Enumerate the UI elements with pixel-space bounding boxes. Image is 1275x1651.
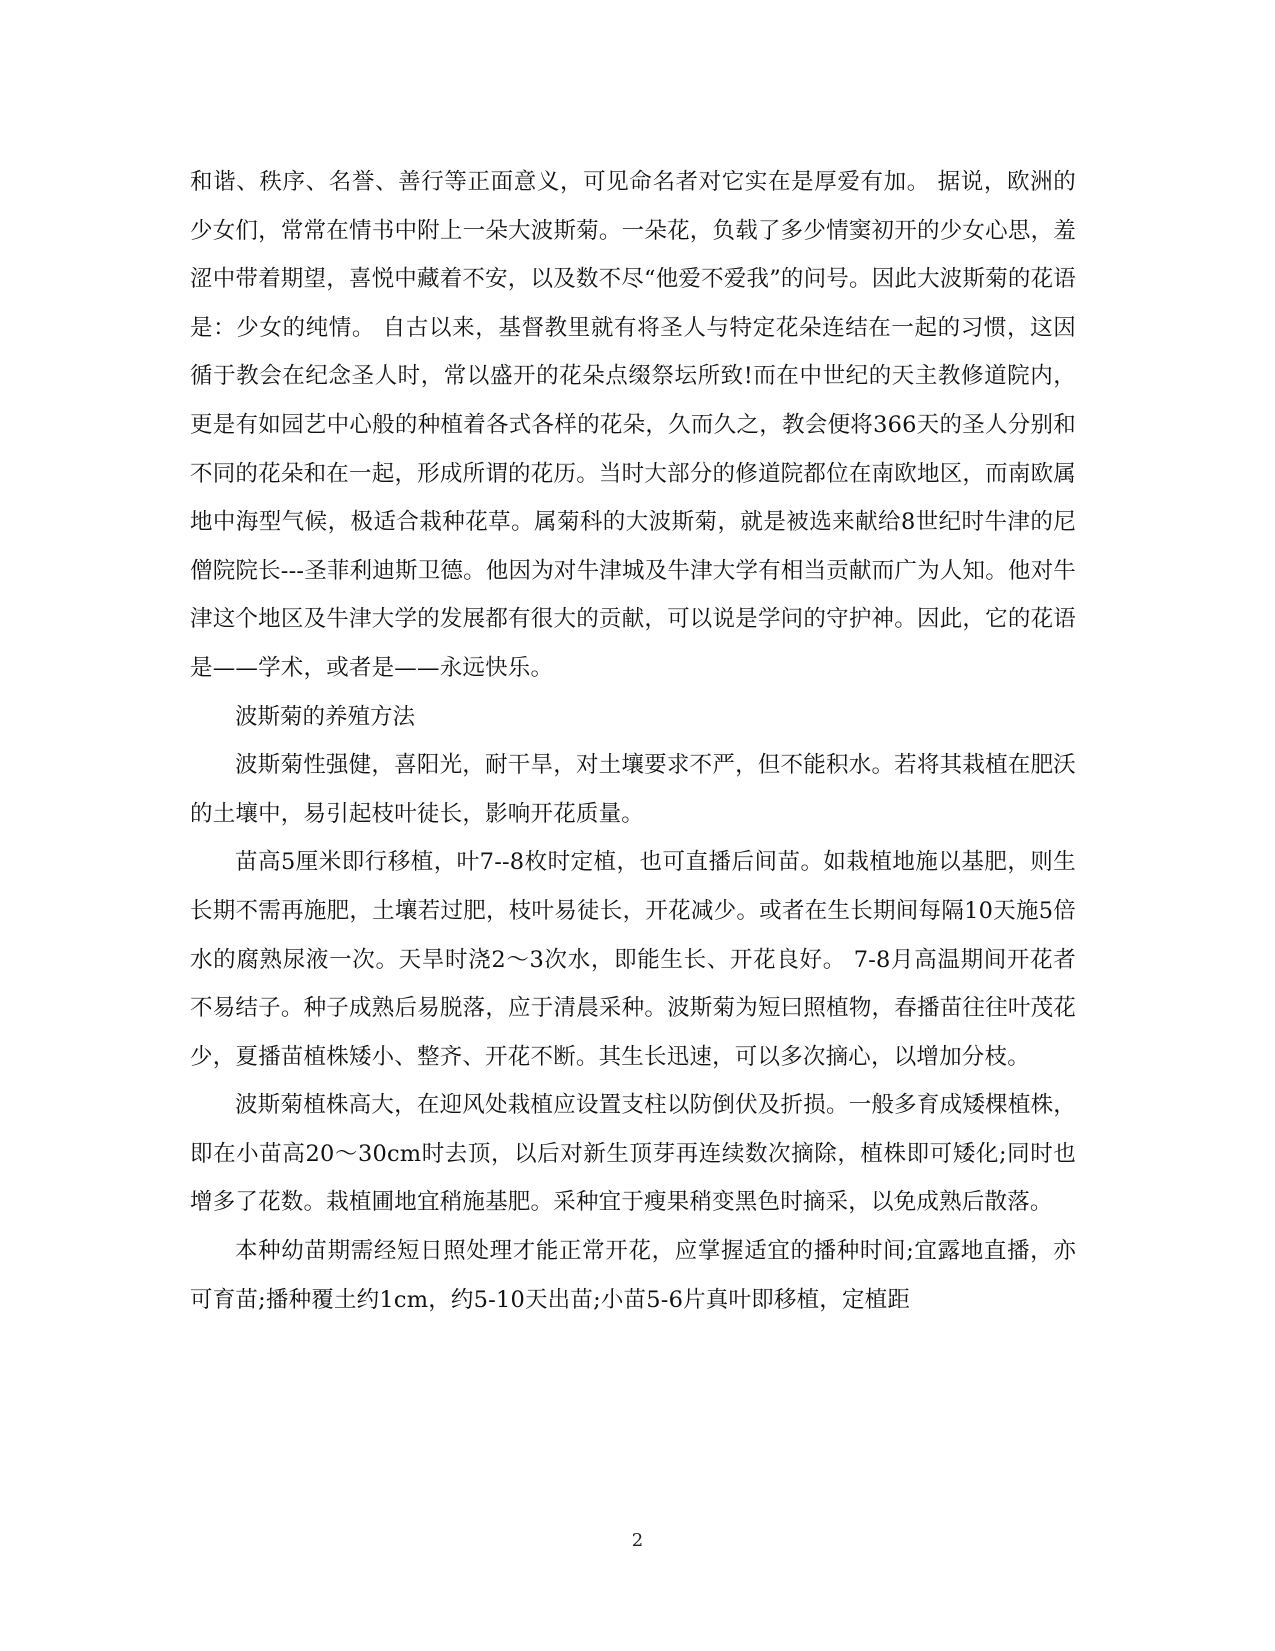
page-number: 2 — [631, 1530, 644, 1551]
paragraph-support-pinching: 波斯菊植株高大，在迎风处栽植应设置支柱以防倒伏及折损。一般多育成矮棵植株，即在小苗高20～30cm时去顶，以后对新生顶芽再连续数次摘除，植株即可矮化;同时也增多了花数。栽植圃地宜稍施基肥。采种宜于瘦果稍变黑色时摘采，以免成熟后散落。 — [190, 1092, 1076, 1216]
paragraph-flower-language: 和谐、秩序、名誉、善行等正面意义，可见命名者对它实在是厚爱有加。 据说，欧洲的少女们，常常在情书中附上一朵大波斯菊。一朵花，负载了多少情窦初开的少女心思，羞涩中带着期望，喜悦中藏着不安，以及数不尽“他爱不爱我”的问号。因此大波斯菊的花语是：少女的纯情。 自古以来，基督教里就有将圣人与特定花朵连结在一起的习惯，这因循于教会在纪念圣人时，常以盛开的花朵点缀祭坛所致!而在中世纪的天主教修道院内，更是有如园艺中心般的种植着各式各样的花朵，久而久之，教会便将366天的圣人分别和不同的花朵和在一起，形成所谓的花历。当时大部分的修道院都位在南欧地区，而南欧属地中海型气候，极适合栽种花草。属菊科的大波斯菊，就是被选来献给8世纪时牛津的尼僧院院长---圣菲利迪斯卫德。他因为对牛津城及牛津大学有相当贡献而广为人知。他对牛津这个地区及牛津大学的发展都有很大的贡献，可以说是学问的守护神。因此，它的花语是——学术，或者是——永远快乐。 — [190, 169, 1077, 681]
page-body — [190, 158, 1076, 1324]
paragraph-sowing: 本种幼苗期需经短日照处理才能正常开花，应掌握适宜的播种时间;宜露地直播，亦可育苗;播种覆土约1cm，约5-10天出苗;小苗5-6片真叶即移植，定植距 — [190, 1238, 1076, 1313]
section-heading-cultivation: 波斯菊的养殖方法 — [235, 703, 416, 730]
paragraph-habit: 波斯菊性强健，喜阳光，耐干旱，对土壤要求不严，但不能积水。若将其栽植在肥沃的土壤中，易引起枝叶徒长，影响开花质量。 — [190, 752, 1076, 827]
paragraph-transplanting: 苗高5厘米即行移植，叶7--8枚时定植，也可直播后间苗。如栽植地施以基肥，则生长期不需再施肥，土壤若过肥，枝叶易徒长，开花减少。或者在生长期间每隔10天施5倍水的腐熟尿液一次。天旱时浇2～3次水，即能生长、开花良好。 7-8月高温期间开花者不易结子。种子成熟后易脱落，应于清晨采种。波斯菊为短曰照植物，春播苗往往叶茂花少，夏播苗植株矮小、整齐、开花不断。其生长迅速，可以多次摘心，以增加分枝。 — [190, 849, 1076, 1070]
